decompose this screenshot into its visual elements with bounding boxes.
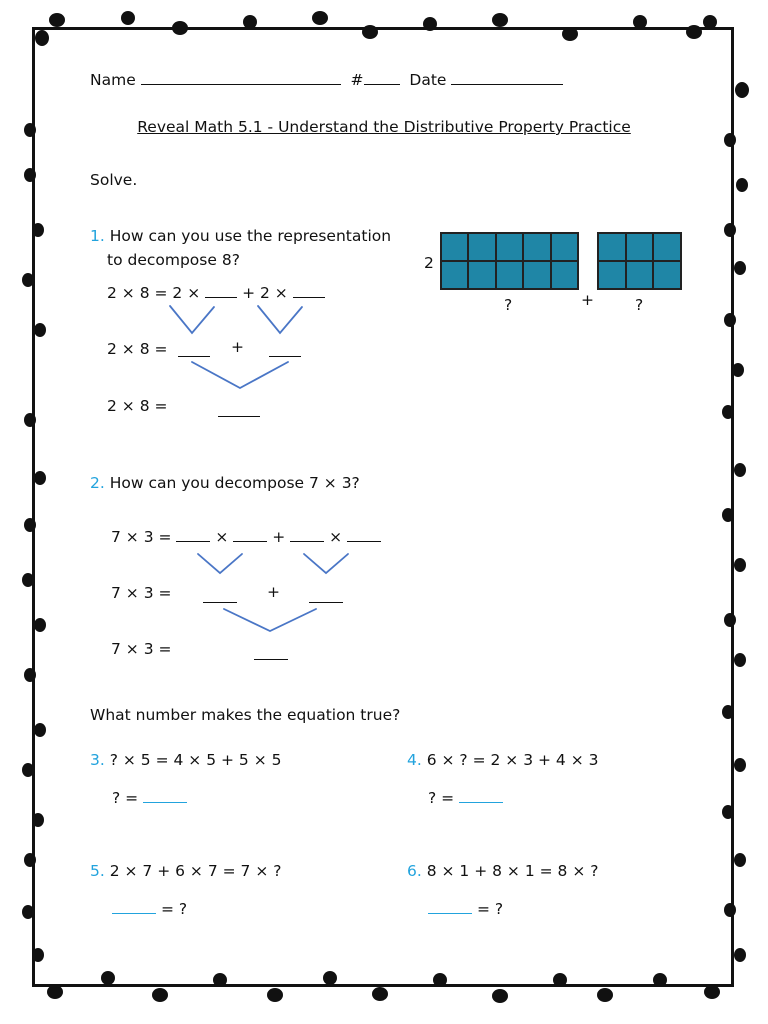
date-label: Date [409,71,447,89]
q2-eq2-blank2[interactable] [309,588,343,603]
q2-eq1-left: 7 × 3 = [111,528,172,546]
q1-eq2-left: 2 × 8 = [107,340,168,358]
name-field[interactable] [141,70,341,85]
q2-eq1-blank3[interactable] [290,527,324,542]
area-model-cell [497,262,522,288]
q4-answer-prefix: ? = [428,789,455,807]
q6-equation: 8 × 1 + 8 × 1 = 8 × ? [426,862,599,880]
area-model-cell [654,234,680,260]
q1-number: 1. [90,227,105,245]
q4-answer-field[interactable] [459,788,503,803]
q1-equation1 [107,283,325,303]
worksheet-title: Reveal Math 5.1 - Understand the Distributive Property Practice [137,118,631,136]
q1-eq3-blank[interactable] [218,402,260,417]
date-field[interactable] [451,70,563,85]
area-model-cell [627,234,653,260]
name-label: Name [90,71,136,89]
q2-equation1 [111,527,381,547]
q3-answer-field[interactable] [143,788,187,803]
area-model-cell [469,262,494,288]
solve-instruction: Solve. [90,171,138,189]
q4-line [407,751,598,770]
area-model-left [440,232,579,290]
area-model-cell [524,262,549,288]
q3-answer-prefix: ? = [112,789,139,807]
model-plus: + [581,291,594,309]
area-model-cell [599,262,625,288]
q1-eq3-left: 2 × 8 = [107,397,168,415]
q2-number: 2. [90,474,105,492]
q2-eq2-left: 7 × 3 = [111,584,172,602]
q5-answer-suffix: = ? [160,900,188,918]
q6-answer-field[interactable] [428,899,472,914]
q4-equation: 6 × ? = 2 × 3 + 4 × 3 [426,751,599,769]
area-model-cell [654,262,680,288]
q4-answer [428,788,503,808]
area-model-cell [442,234,467,260]
area-model-cell [552,262,577,288]
q2-eq3-left: 7 × 3 = [111,640,172,658]
q6-number: 6. [407,862,422,880]
q2-eq1-times2: × [329,528,343,546]
q5-answer [112,899,187,919]
q2-eq1-plus: + [272,528,286,546]
page-frame [32,27,734,987]
q2-eq1-blank1[interactable] [176,527,210,542]
q5-equation: 2 × 7 + 6 × 7 = 7 × ? [109,862,282,880]
q2-text: How can you decompose 7 × 3? [109,474,360,492]
q1-eq1-blank2[interactable] [293,283,325,298]
q2-eq1-times1: × [215,528,229,546]
area-model-cell [442,262,467,288]
q1-eq2-blank1[interactable] [178,342,210,357]
area-model-cell [524,234,549,260]
q3-equation: ? × 5 = 4 × 5 + 5 × 5 [109,751,282,769]
q2-eq1-blank4[interactable] [347,527,381,542]
q1-eq2-blank2[interactable] [269,342,301,357]
q1-eq1-mid: + 2 × [242,284,288,302]
q6-answer-suffix: = ? [476,900,504,918]
q1-line1: How can you use the representation [109,227,392,245]
q1-eq1-left: 2 × 8 = 2 × [107,284,201,302]
area-model-right [597,232,682,290]
q2-eq2-plus: + [267,583,280,601]
q5-line [90,862,281,881]
q3-number: 3. [90,751,105,769]
header-line [90,70,563,90]
area-model-cell [627,262,653,288]
area-model-cell [497,234,522,260]
model-question-right: ? [635,296,644,314]
q5-number: 5. [90,862,105,880]
q3-line [90,751,281,770]
area-model-cell [552,234,577,260]
q1-eq2-plus: + [231,338,244,356]
q1-prompt [90,227,391,246]
area-model-cell [469,234,494,260]
q1-line2: to decompose 8? [107,251,240,269]
q5-answer-field[interactable] [112,899,156,914]
q2-eq1-blank2[interactable] [233,527,267,542]
number-field[interactable] [364,70,400,85]
section2-heading: What number makes the equation true? [90,706,401,724]
q2-prompt [90,474,360,493]
q6-answer [428,899,503,919]
q3-answer [112,788,187,808]
area-model-cell [599,234,625,260]
q2-eq3-blank[interactable] [254,645,288,660]
q4-number: 4. [407,751,422,769]
model-row-label: 2 [424,254,434,272]
q6-line [407,862,598,881]
number-label: # [350,71,364,89]
q2-eq2-blank1[interactable] [203,588,237,603]
model-question-left: ? [504,296,513,314]
q1-eq1-blank1[interactable] [205,283,237,298]
